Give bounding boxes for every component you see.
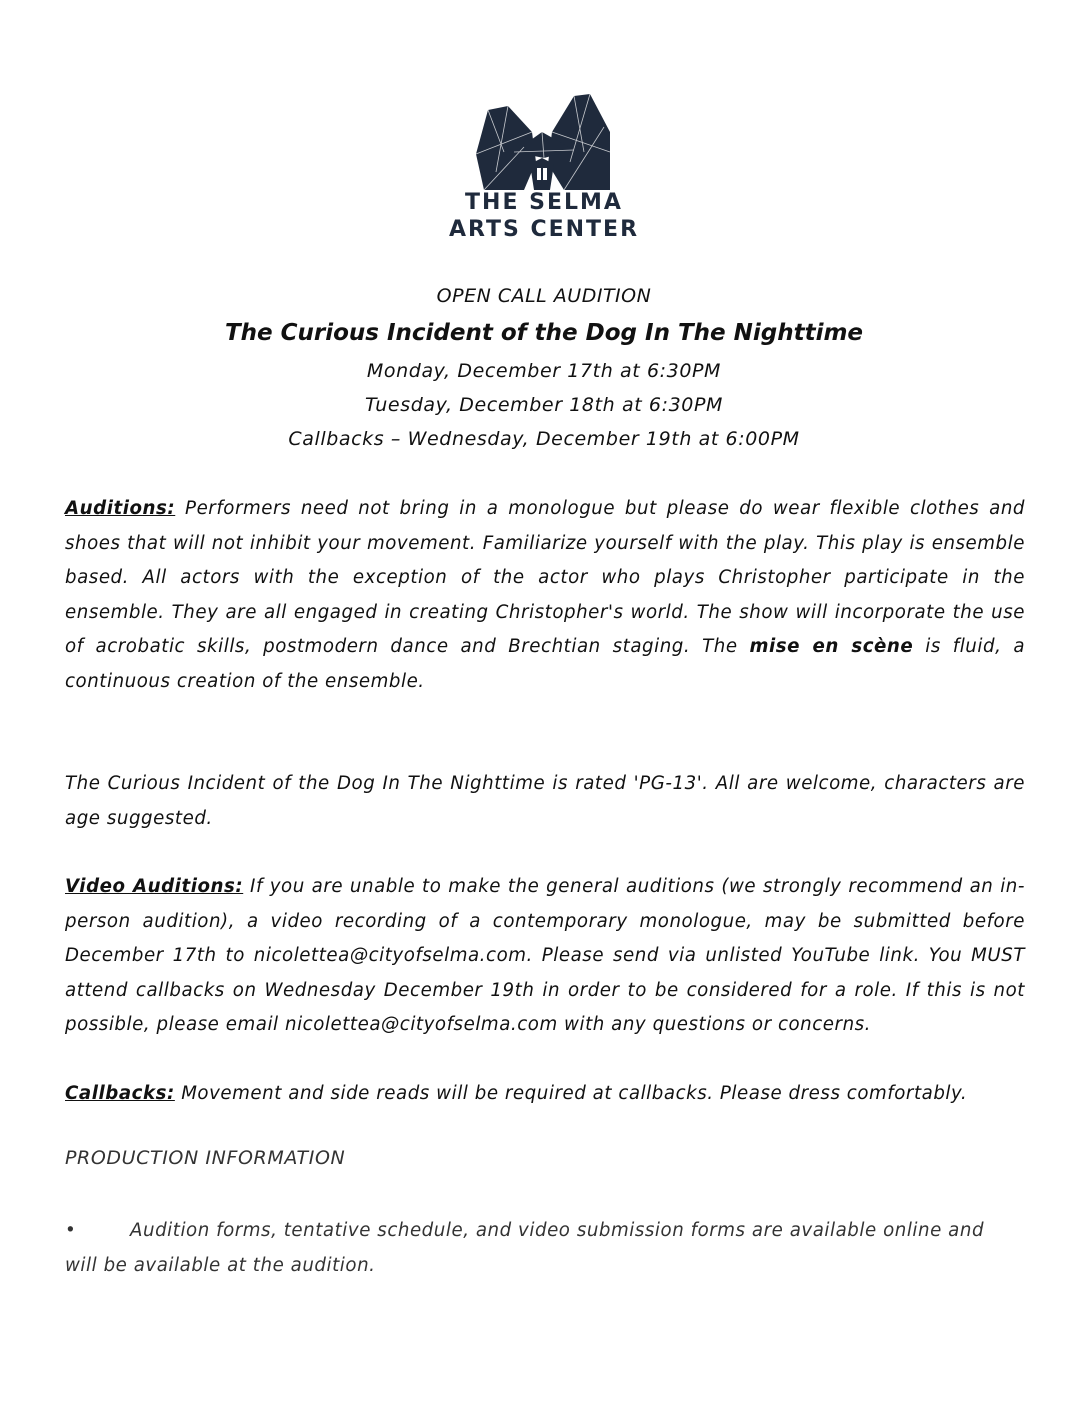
audition-date-1: Monday, December 17th at 6:30PM	[366, 360, 722, 382]
open-call-heading: OPEN CALL AUDITION	[436, 285, 652, 307]
production-information-heading: PRODUCTION INFORMATION	[65, 1147, 346, 1169]
callbacks-text: Movement and side reads will be required at callbacks. Please dress comfortably.	[174, 1083, 968, 1104]
auditions-paragraph	[65, 492, 1025, 699]
rating-paragraph	[65, 767, 1025, 836]
production-bullet-item	[65, 1214, 1015, 1283]
bullet-icon: •	[65, 1220, 77, 1241]
auditions-text: Performers need not bring in a monologue but please do wear flexible clothes and shoes that will not inhibit your movement. Familiarize yourself with the play. This play is ensemble based. All actors with the exception of the actor who plays Christopher participate in the ensemble. They are all engaged in creating Christopher's world. The show will incorporate the use of acrobatic skills, postmodern dance and Brechtian staging. The	[65, 498, 1025, 657]
rating-text: is rated 'PG-13'. All are welcome, characters are age suggested.	[65, 773, 1025, 829]
production-item-text: Audition forms, tentative schedule, and video submission forms are available online and will be available at the audition.	[65, 1220, 985, 1276]
logo-name-line1: THE SELMA	[465, 190, 623, 215]
show-title: The Curious Incident of the Dog In The Nighttime	[224, 320, 864, 346]
auditions-label: Auditions:	[65, 498, 176, 519]
building-logo-icon	[474, 92, 614, 192]
mise-en-scene: mise en scène	[749, 636, 914, 657]
rating-show-title: The Curious Incident of the Dog In The Nighttime	[65, 773, 546, 794]
callbacks-label: Callbacks:	[65, 1083, 175, 1104]
auditions-text-end: is fluid, a continuous creation of the ensemble.	[65, 636, 1026, 692]
logo-name-line2: ARTS CENTER	[448, 217, 640, 242]
video-auditions-paragraph	[65, 870, 1025, 1043]
callbacks-paragraph	[65, 1077, 1025, 1112]
video-auditions-label: Video Auditions:	[65, 876, 244, 897]
selma-arts-center-logo	[474, 92, 614, 192]
callback-date: Callbacks – Wednesday, December 19th at 6:00PM	[288, 428, 800, 450]
video-auditions-text: If you are unable to make the general auditions (we strongly recommend an in-person audition), a video recording of a contemporary monologue, may be submitted before December 17th to nicolettea@cityofselma.com. Please send via unlisted YouTube link. You MUST attend callbacks on Wednesday December 19th in order to be considered for a role. If this is not possible, please email nicolettea@cityofselma.com with any questions or concerns.	[65, 876, 1025, 1035]
audition-date-2: Tuesday, December 18th at 6:30PM	[365, 394, 723, 416]
